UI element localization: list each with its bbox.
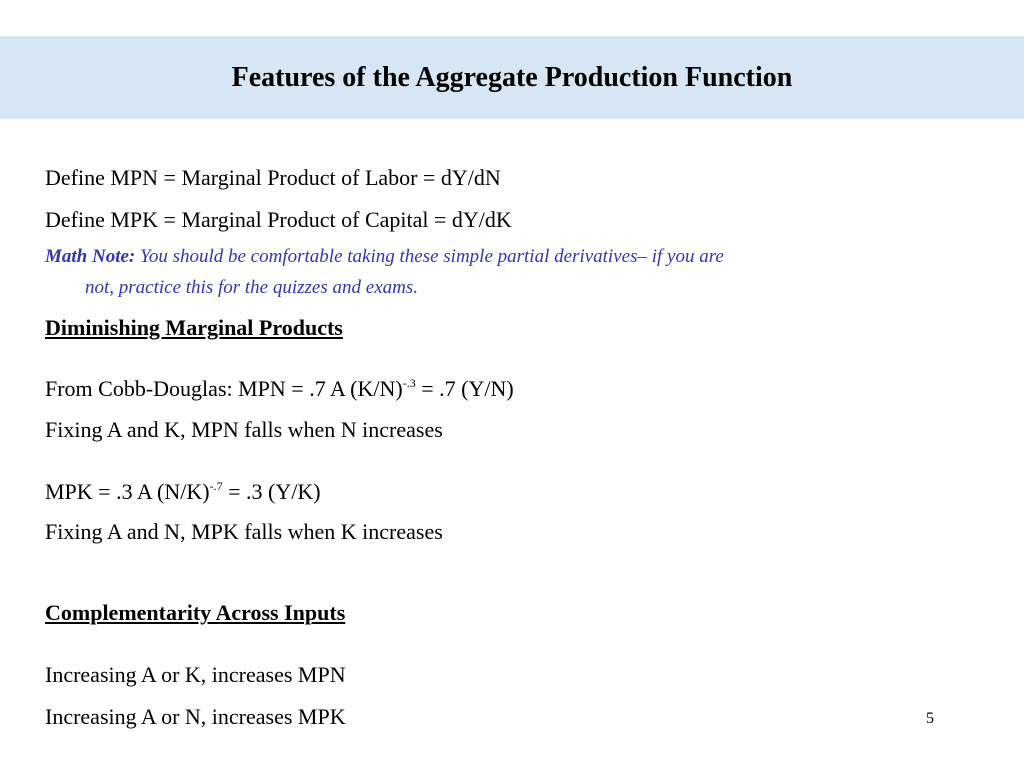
mpk-formula-main: MPK = .3 A (N/K) (45, 479, 210, 504)
math-note-line-1 (45, 245, 724, 269)
math-note-line-2: not, practice this for the quizzes and exams. (85, 277, 418, 298)
mpk-formula (45, 478, 321, 506)
mpn-formula-exponent: -.3 (402, 376, 416, 390)
math-note-text-1: You should be comfortable taking these simple partial derivatives– if you are (135, 246, 724, 267)
complementarity-line-2: Increasing A or N, increases MPK (45, 704, 346, 729)
complementarity-line-1: Increasing A or K, increases MPN (45, 662, 346, 687)
slide-title: Features of the Aggregate Production Function (231, 62, 793, 93)
mpk-statement: Fixing A and N, MPK falls when K increases (45, 519, 443, 544)
mpn-formula (45, 375, 514, 403)
mpk-formula-result: = .3 (Y/K) (222, 479, 321, 504)
mpk-definition: Define MPK = Marginal Product of Capital = dY/dK (45, 207, 512, 232)
diminishing-heading: Diminishing Marginal Products (45, 315, 343, 340)
page-number: 5 (926, 710, 934, 727)
mpn-formula-main: From Cobb-Douglas: MPN = .7 A (K/N) (45, 376, 403, 401)
mpn-formula-result: = .7 (Y/N) (415, 376, 514, 401)
complementarity-heading: Complementarity Across Inputs (45, 600, 346, 625)
mpn-statement: Fixing A and K, MPN falls when N increases (45, 417, 443, 442)
math-note-label: Math Note: (45, 246, 136, 267)
mpn-definition: Define MPN = Marginal Product of Labor = dY/dN (45, 165, 501, 190)
mpk-formula-exponent: -.7 (209, 479, 223, 493)
